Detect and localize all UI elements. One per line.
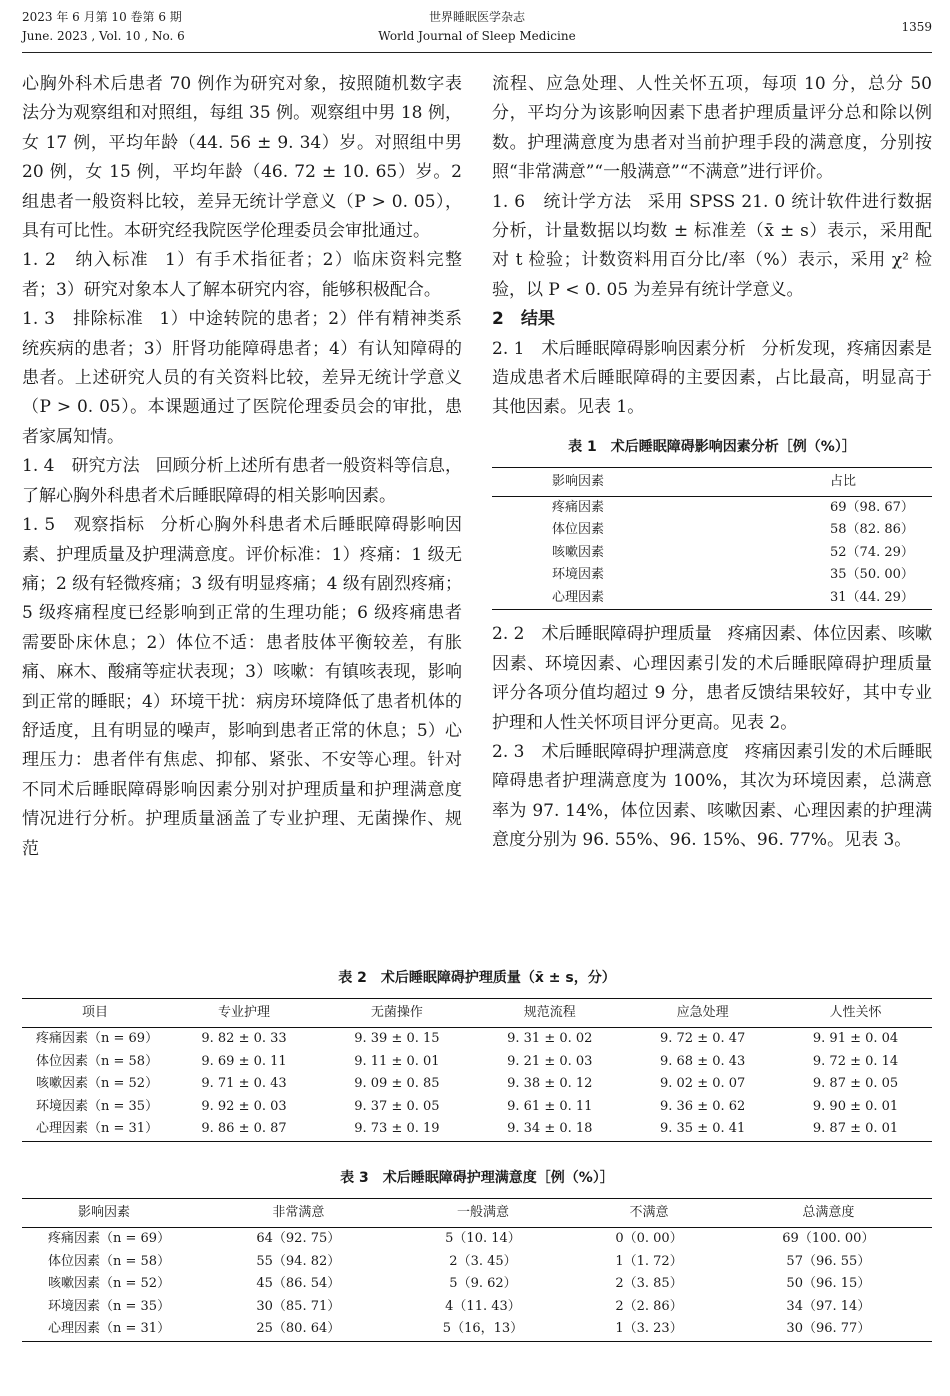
column-header: 总满意度 <box>802 1205 855 1220</box>
table-cell: 5（16，13） <box>442 1321 524 1336</box>
column-header: 影响因素 <box>78 1205 131 1220</box>
header-divider <box>22 52 932 53</box>
table-cell: 体位因素 <box>552 522 605 538</box>
table-cell: 9. 92 ± 0. 03 <box>201 1098 287 1114</box>
table-cell: 31（44. 29） <box>830 589 914 605</box>
table2 <box>22 998 932 1142</box>
table-cell: 9. 61 ± 0. 11 <box>507 1098 593 1114</box>
intro-paragraph: 心胸外科术后患者 70 例作为研究对象，按照随机数字表法分为观察组和对照组，每组 35 例。观察组中男 18 例，女 17 例，平均年龄（44. 56 ± 9. 34）岁。对照组中男 20 例，女 15 例，平均年龄（46. 72 ± 10. 65）岁。2 组患者一般资料比较，差异无统计学意义（P > 0. 05），具有可比性。本研究经我院医学伦理委员会审批通过。 <box>22 74 462 242</box>
table2-block <box>22 968 932 1142</box>
table-row <box>22 1228 932 1251</box>
table-cell: 9. 34 ± 0. 18 <box>507 1121 593 1136</box>
table-cell: 9. 91 ± 0. 04 <box>812 1031 899 1046</box>
section-body: 1）中途转院的患者；2）伴有精神类系统疾病的患者；3）肝肾功能障碍患者；4）有认知障碍的患者。上述研究人员的有关资料比较，差异无统计学意义（P > 0. 05）。本课题通过了医院伦理委员会的审批，患者家属知情。 <box>22 309 462 447</box>
column-header: 占比 <box>830 473 857 489</box>
table2-number: 表 2 <box>338 970 367 986</box>
table-cell: 9. 21 ± 0. 03 <box>507 1053 593 1069</box>
section-heading: 2. 2 术后睡眠障碍护理质量 <box>492 624 712 645</box>
page-number: 1359 <box>901 20 932 34</box>
table-cell: 9. 87 ± 0. 01 <box>812 1121 899 1136</box>
continued-paragraph: 流程、应急处理、人性关怀五项，每项 10 分，总分 50 分，平均分为该影响因素下患者护理质量评分总和除以例数。护理满意度为患者对当前护理手段的满意度，分别按照“非常满意”“一般满意”“不满意”进行评价。 <box>492 74 932 183</box>
table-cell: 34（97. 14） <box>786 1298 871 1314</box>
table3 <box>22 1198 932 1342</box>
table-cell: 69（100. 00） <box>782 1231 875 1246</box>
table-cell: 疼痛因素 <box>552 499 605 515</box>
table-cell: 9. 36 ± 0. 62 <box>660 1098 746 1114</box>
table2-title: 术后睡眠障碍护理质量（x̄ ± s，分） <box>380 970 616 986</box>
table-cell: 9. 72 ± 0. 14 <box>812 1053 899 1069</box>
column-header: 规范流程 <box>523 1005 576 1020</box>
table-header-row <box>22 999 932 1028</box>
section-heading: 1. 4 研究方法 <box>22 456 140 477</box>
table-cell: 心理因素（n = 31） <box>36 1121 159 1136</box>
column-header: 应急处理 <box>676 1005 729 1020</box>
table-cell: 咳嗽因素（n = 52） <box>36 1076 159 1091</box>
section-1-4 <box>22 452 462 511</box>
table1 <box>492 467 932 611</box>
table-cell: 1（3. 23） <box>615 1321 683 1336</box>
section-body: 疼痛因素引发的术后睡眠障碍患者护理满意度为 100%，其次为环境因素，总满意率为 97. 14%，体位因素、咳嗽因素、心理因素的护理满意度分别为 96. 55%、96. 15%、96. 77%。见表 3。 <box>492 742 932 851</box>
table-cell: 咳嗽因素 <box>552 544 605 560</box>
section-body: 采用 SPSS 21. 0 统计软件进行数据分析，计量数据以均数 ± 标准差（x̄ ± s）表示，采用配对 t 检验；计数资料用百分比/率（%）表示，采用 χ² 检验，以 P < 0. 05 为差异有统计学意义。 <box>492 191 932 300</box>
column-header: 非常满意 <box>272 1205 325 1220</box>
table-cell: 9. 72 ± 0. 47 <box>660 1031 746 1046</box>
table-cell: 心理因素 <box>552 589 605 605</box>
table1-title: 术后睡眠障碍影响因素分析［例（%）］ <box>610 438 856 455</box>
section-body: 1）有手术指征者；2）临床资料完整者；3）研究对象本人了解本研究内容，能够积极配合。 <box>22 250 462 300</box>
table-row <box>22 1051 932 1074</box>
section-heading: 1. 6 统计学方法 <box>492 191 632 212</box>
table-cell: 69（98. 67） <box>830 499 914 515</box>
section-heading: 1. 2 纳入标准 <box>22 250 149 271</box>
section-body: 分析发现，疼痛因素是造成患者术后睡眠障碍的主要因素，占比最高，明显高于其他因素。见表 1。 <box>492 338 932 418</box>
issue-en: June. 2023 , Vol. 10 , No. 6 <box>22 29 185 43</box>
section-1-3 <box>22 305 462 452</box>
table-cell: 30（85. 71） <box>256 1298 341 1314</box>
column-header: 无菌操作 <box>370 1005 423 1020</box>
table-cell: 疼痛因素（n = 69） <box>48 1231 171 1246</box>
section-body: 疼痛因素、体位因素、咳嗽因素、环境因素、心理因素引发的术后睡眠障碍护理质量评分各项分值均超过 9 分，患者反馈结果较好，其中专业护理和人性关怀项目评分更高。见表 2。 <box>492 624 933 733</box>
table-cell: 9. 35 ± 0. 41 <box>660 1121 746 1136</box>
column-header: 影响因素 <box>552 473 605 489</box>
journal-title <box>22 8 932 46</box>
table-cell: 9. 37 ± 0. 05 <box>354 1098 440 1114</box>
table-row <box>22 1318 932 1341</box>
table-row <box>492 519 932 542</box>
table-row <box>22 1251 932 1274</box>
table-row <box>492 587 932 610</box>
section-heading: 2. 3 术后睡眠障碍护理满意度 <box>492 742 729 762</box>
table3-number: 表 3 <box>340 1170 369 1186</box>
table-cell: 25（80. 64） <box>256 1321 341 1336</box>
table-row <box>492 496 932 519</box>
issue-cn: 2023 年 6 月第 10 卷第 6 期 <box>22 10 182 24</box>
table1-number: 表 1 <box>568 438 597 455</box>
table-cell: 9. 86 ± 0. 87 <box>201 1121 287 1136</box>
table-cell: 9. 11 ± 0. 01 <box>354 1053 440 1069</box>
table-cell: 52（74. 29） <box>830 544 914 560</box>
table3-caption <box>22 1168 932 1188</box>
table-row <box>492 542 932 565</box>
table-cell: 9. 68 ± 0. 43 <box>660 1053 746 1069</box>
right-column <box>492 70 932 856</box>
section-2-2 <box>492 620 932 738</box>
table-cell: 咳嗽因素（n = 52） <box>48 1276 171 1291</box>
table-cell: 58（82. 86） <box>830 522 914 538</box>
section-2-1 <box>492 335 932 423</box>
section-2-3 <box>492 738 932 856</box>
section-body: 回顾分析上述所有患者一般资料等信息，了解心胸外科患者术后睡眠障碍的相关影响因素。 <box>22 456 462 506</box>
table-cell: 55（94. 82） <box>256 1253 341 1269</box>
table-cell: 45（86. 54） <box>256 1276 341 1291</box>
table-cell: 环境因素（n = 35） <box>48 1298 171 1314</box>
results-heading: 2 结果 <box>492 309 555 330</box>
section-1-6 <box>492 188 932 306</box>
column-header: 专业护理 <box>218 1005 271 1020</box>
table-cell: 50（96. 15） <box>786 1276 871 1291</box>
table2-caption <box>22 968 932 988</box>
table-cell: 9. 71 ± 0. 43 <box>201 1076 287 1091</box>
table3-block <box>22 1168 932 1342</box>
table-header-row <box>22 1199 932 1228</box>
table-cell: 9. 02 ± 0. 07 <box>660 1076 746 1091</box>
table-cell: 5（10. 14） <box>445 1231 521 1246</box>
table-cell: 9. 31 ± 0. 02 <box>507 1031 593 1046</box>
table-cell: 57（96. 55） <box>786 1253 871 1269</box>
table-cell: 64（92. 75） <box>256 1231 341 1246</box>
journal-title-cn: 世界睡眠医学杂志 <box>428 10 525 24</box>
table-cell: 4（11. 43） <box>445 1298 521 1314</box>
table-cell: 5（9. 62） <box>449 1276 517 1291</box>
table-row <box>22 1073 932 1096</box>
table-row <box>22 1296 932 1319</box>
table-cell: 环境因素（n = 35） <box>36 1098 159 1114</box>
section-1-2 <box>22 246 462 305</box>
table-row <box>22 1118 932 1141</box>
table-cell: 2（3. 85） <box>615 1276 683 1291</box>
table-cell: 9. 38 ± 0. 12 <box>507 1076 593 1091</box>
table-row <box>22 1028 932 1051</box>
table-cell: 2（2. 86） <box>615 1298 683 1314</box>
table-row <box>22 1273 932 1296</box>
table-cell: 9. 87 ± 0. 05 <box>812 1076 899 1091</box>
table3-title: 术后睡眠障碍护理满意度［例（%）］ <box>382 1170 614 1186</box>
left-column <box>22 70 462 864</box>
table-cell: 体位因素（n = 58） <box>48 1253 171 1269</box>
table-cell: 心理因素（n = 31） <box>48 1321 171 1336</box>
table-cell: 9. 69 ± 0. 11 <box>201 1053 287 1069</box>
table-cell: 9. 39 ± 0. 15 <box>354 1031 440 1046</box>
table-cell: 1（1. 72） <box>615 1253 683 1269</box>
table-cell: 9. 90 ± 0. 01 <box>812 1098 899 1114</box>
table-row <box>22 1096 932 1119</box>
page-header <box>22 8 932 54</box>
table-cell: 环境因素 <box>552 567 605 583</box>
column-header: 人性关怀 <box>829 1005 882 1020</box>
table-cell: 9. 82 ± 0. 33 <box>201 1031 287 1046</box>
table-cell: 疼痛因素（n = 69） <box>36 1031 159 1046</box>
section-heading: 1. 3 排除标准 <box>22 309 144 330</box>
journal-title-en: World Journal of Sleep Medicine <box>378 29 576 43</box>
table-cell: 30（96. 77） <box>786 1321 871 1336</box>
section-heading: 1. 5 观察指标 <box>22 515 145 536</box>
table-cell: 35（50. 00） <box>830 567 914 583</box>
column-header: 不满意 <box>629 1205 669 1220</box>
table-row <box>492 564 932 587</box>
table-header-row <box>492 467 932 496</box>
table-cell: 0（0. 00） <box>615 1231 683 1246</box>
section-heading: 2. 1 术后睡眠障碍影响因素分析 <box>492 338 746 359</box>
table1-caption <box>492 437 932 457</box>
column-header: 项目 <box>82 1005 109 1020</box>
section-1-5 <box>22 511 462 864</box>
table-cell: 体位因素（n = 58） <box>36 1053 159 1069</box>
table-cell: 9. 73 ± 0. 19 <box>354 1121 440 1136</box>
section-body: 分析心胸外科患者术后睡眠障碍影响因素、护理质量及护理满意度。评价标准：1）疼痛：1 级无痛；2 级有轻微疼痛；3 级有明显疼痛；4 级有剧烈疼痛；5 级疼痛程度已经影响到正常的生理功能；6 级疼痛患者需要卧床休息；2）体位不适：患者肢体平衡较差，有胀痛、麻木、酸痛等症状表现；3）咳嗽：有镇咳表现，影响到正常的睡眠；4）环境干扰：病房环境降低了患者机体的舒适度，且有明显的噪声，影响到患者正常的休息；5）心理压力：患者伴有焦虑、抑郁、紧张、不安等心理。针对不同术后睡眠障碍影响因素分别对护理质量和护理满意度情况进行分析。护理质量涵盖了专业护理、无菌操作、规范 <box>22 515 462 859</box>
table-cell: 2（3. 45） <box>449 1253 517 1269</box>
column-header: 一般满意 <box>456 1205 509 1220</box>
table-cell: 9. 09 ± 0. 85 <box>354 1076 440 1091</box>
